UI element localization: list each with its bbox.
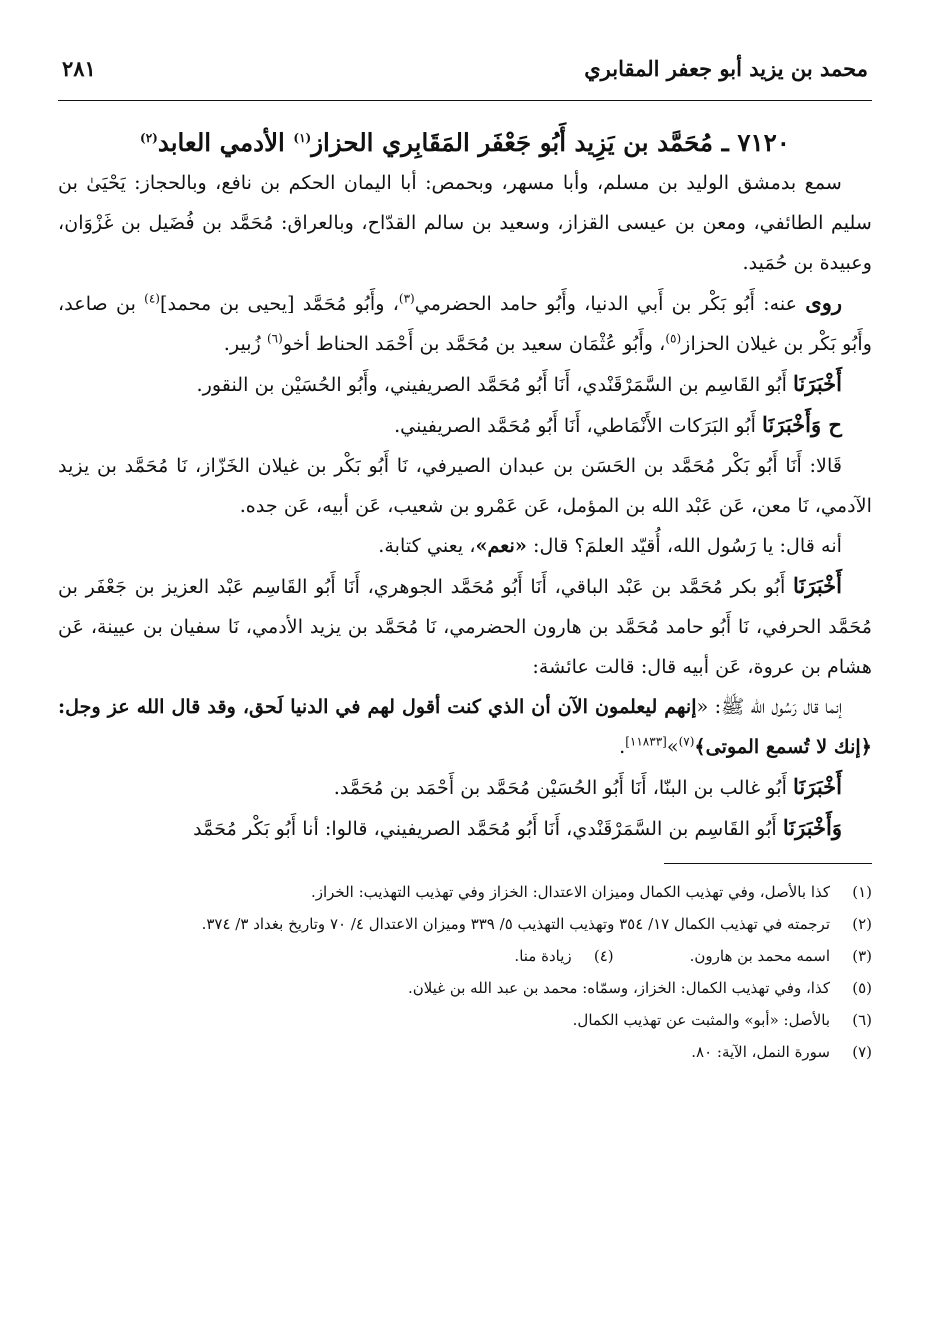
paragraph-isnad-1: أَخْبَرَنَا أَبُو القَاسِم بن السَّمَرْقَنْدي، أَنَا أَبُو مُحَمَّد الصريفيني، وأَبُو الحُسَيْن بن النقور. [196,371,842,396]
running-title: محمد بن يزيد أبو جعفر المقابري [584,56,868,81]
lead-word: وَأَخْبَرَنَا [782,815,842,840]
book-page [58,56,872,1068]
lead-word: أَخْبَرَنَا [793,371,842,396]
footnote-ref: (٤) [144,291,160,306]
footnote-ref: (٥) [665,331,682,346]
entry-dash: ـ [721,128,729,157]
paragraph-heard-from: سمع بدمشق الوليد بن مسلم، وأبا مسهر، وبحمص: أبا اليمان الحكم بن نافع، وبالحجاز: يَحْيَىٰ بن سليم الطائفي، ومعن بن عيسى القزاز، وسعيد بن سالم القدّاح، وبالعراق: مُحَمَّد بن فُضَيل بن غَزْوَان، وعبيدة بن حُمَيد. [58,171,872,274]
footnotes [58,876,872,1068]
paragraph-isnad-6: وَأَخْبَرَنَا أَبُو القَاسِم بن السَّمَرْقَنْدي، أَنَا أَبُو مُحَمَّد الصريفيني، قالوا: أنا أَبُو بَكْر مُحَمَّد [193,815,842,840]
footnote-ref: (٦) [266,331,283,346]
paragraph-hadith-1: أنه قال: يا رَسُول الله، أُقيّد العلمَ؟ قال: «نعم»، يعني كتابة. [378,534,842,557]
lead-word: ح وَأَخْبَرَنَا [762,412,842,437]
paragraph-isnad-4: أَخْبَرَنَا أَبُو بكر مُحَمَّد بن عَبْد الباقي، أَنَا أَبُو مُحَمَّد الجوهري، أَنَا أَبُو القَاسِم عَبْد العزيز بن جَعْفَر بن مُحَمَّد الحرفي، نَا أَبُو حامد مُحَمَّد بن هارون الحضرمي، نَا مُحَمَّد بن يزيد الأدمي، نَا سفيان بن عيينة، عَن هشام بن عروة، عَن أبيه قال: قالت عائشة: [58,573,872,678]
hadith-reference-number: [١١٨٣٣] [625,734,667,749]
paragraph-narrators: روى عنه: أَبُو بَكْر بن أَبي الدنيا، وأَبُو حامد الحضرمي$^{(٣)}$، وأَبُو مُحَمَّد [يحيى بن محمد]$^{(٤)}$ بن صاعد، وأَبُو بَكْر بن غيلان الحزاز$^{(٥)}$، وأَبُو عُثْمَان سعيد بن مُحَمَّد بن أَحْمَد الحناط أخو$^{(٦)}$ زُبير. [58,290,872,355]
running-header [58,56,872,101]
footnote-separator-row [58,849,872,876]
lead-word: أَخْبَرَنَا [793,774,842,799]
paragraph-isnad-2: ح وَأَخْبَرَنَا أَبُو البَرَكات الأَنْمَاطي، أَنَا أَبُو مُحَمَّد الصريفيني. [394,412,842,437]
footnote-7: (٧) سورة النمل، الآية: ٨٠. [691,1043,872,1061]
paragraph-hadith-2: إنما قال رَسُول الله ﷺ: «إنهم ليعلمون الآن أن الذي كنت أقول لهم في الدنيا لَحق، وقد قال الله عز وجل: ﴿إنك لا تُسمع الموتى﴾$^{(٧)}$»[١١٨٣٣]. [58,695,872,758]
footnote-6: (٦) بالأصل: «أبو» والمثبت عن تهذيب الكمال. [572,1011,872,1029]
footnote-ref: (١) [293,130,312,145]
page-number: ٢٨١ [62,56,96,81]
lead-word: روى [805,290,842,315]
lead-word: أَخْبَرَنَا [793,573,842,598]
entry-name-rest: الأدمي العابد [157,128,285,157]
paragraph-isnad-5: أَخْبَرَنَا أَبُو غالب بن البنّا، أَنَا أَبُو الحُسَيْن مُحَمَّد بن أَحْمَد بن مُحَمَّد. [333,774,842,799]
entry-heading [58,123,872,163]
entry-number: ٧١٢٠ [737,128,790,157]
footnote-2: (٢) ترجمته في تهذيب الكمال ١٧/ ٣٥٤ وتهذيب التهذيب ٥/ ٣٣٩ وميزان الاعتدال ٤/ ٧٠ وتاريخ بغداد ٣/ ٣٧٤. [201,915,872,933]
footnote-5: (٥) كذا، وفي تهذيب الكمال: الخزاز، وسمّاه: محمد بن عبد الله بن غيلان. [407,979,872,997]
footnote-separator [664,863,872,864]
footnote-ref: (٢) [140,130,158,145]
footnote-1: (١) كذا بالأصل، وفي تهذيب الكمال وميزان الاعتدال: الخزاز وفي تهذيب التهذيب: الخراز. [310,883,872,901]
entry-name: مُحَمَّد بن يَزِيد أَبُو جَعْفَر المَقَابِري الحزاز [311,128,714,157]
footnote-ref: (٧) [678,734,695,749]
footnote-3-4: (٣) اسمه محمد بن هارون. (٤) زيادة منا. [514,947,872,965]
footnote-ref: (٣) [398,291,415,306]
paragraph-isnad-3: قَالا: أَنَا أَبُو بَكْر مُحَمَّد بن الحَسَن بن عبدان الصيرفي، نَا أَبُو بَكْر بن غيلان الخَزّاز، نَا مُحَمَّد بن يزيد الآدمي، نَا معن، عَن عَبْد الله بن المؤمل، عَن عَمْرو بن شعيب، عَن أبيه، عَن جده. [58,454,872,517]
